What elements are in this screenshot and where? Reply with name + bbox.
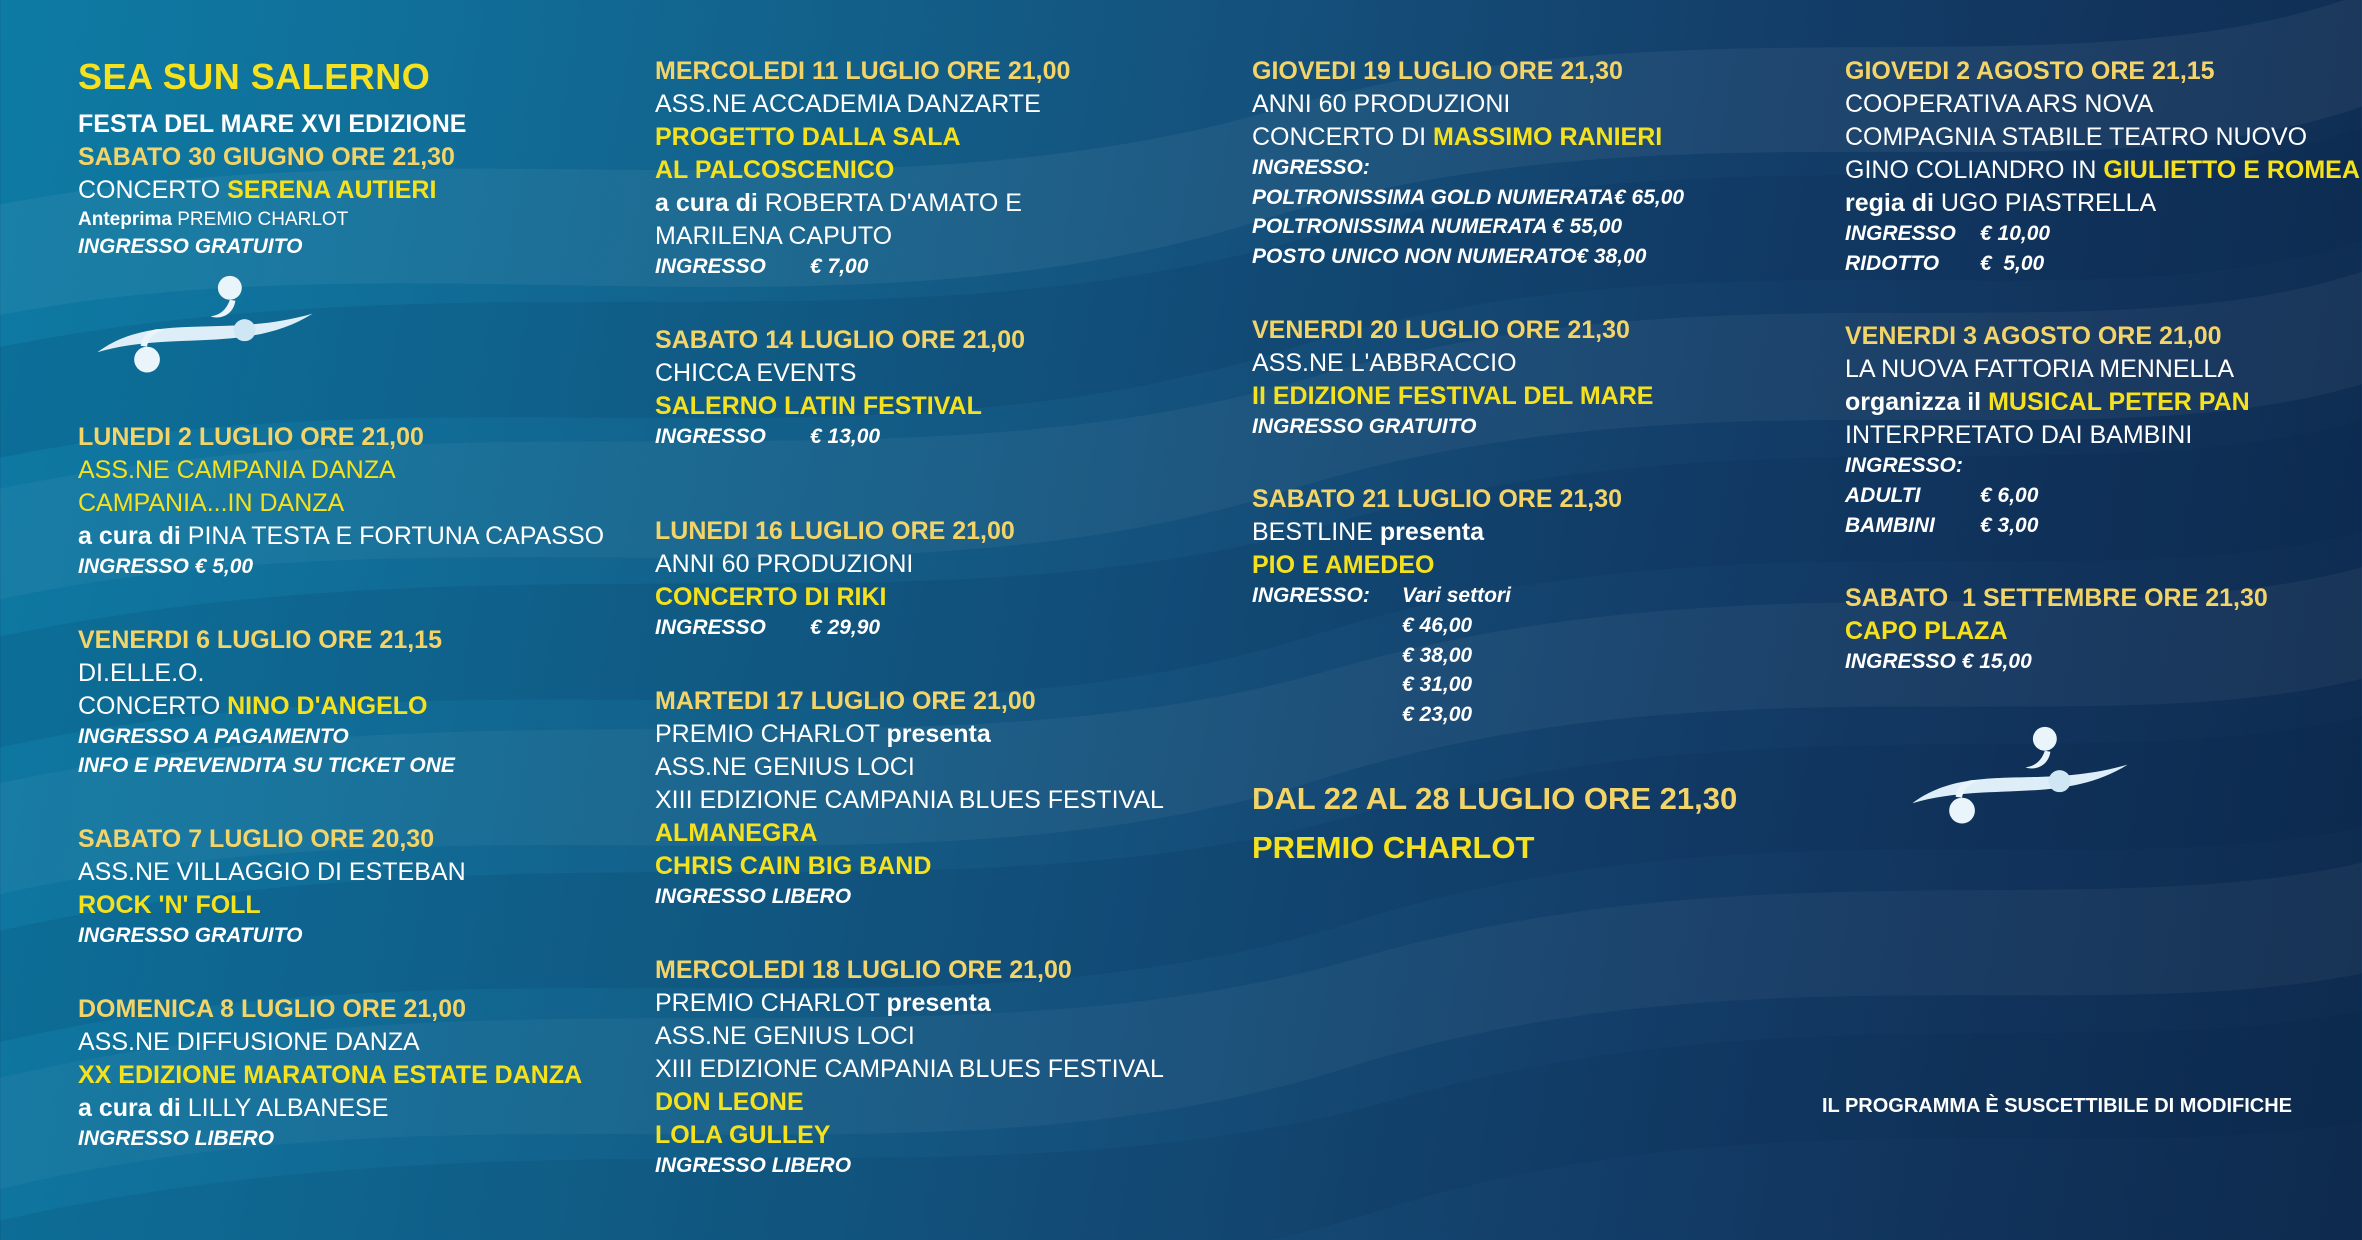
- text-line: ASS.NE VILLAGGIO DI ESTEBAN: [78, 858, 466, 887]
- text-line: LA NUOVA FATTORIA MENNELLA: [1845, 355, 2235, 384]
- text-line: FESTA DEL MARE XVI EDIZIONE: [78, 109, 467, 138]
- text-line: INGRESSO € 7,00: [655, 255, 869, 278]
- event-block: [1845, 585, 2362, 674]
- text-line: MERCOLEDI 18 LUGLIO ORE 21,00: [655, 955, 1072, 984]
- event-block: [655, 688, 1225, 909]
- text-line: GIOVEDI 19 LUGLIO ORE 21,30: [1252, 57, 1623, 85]
- text-line: INGRESSO GRATUITO: [1252, 414, 1477, 438]
- text-line: VENERDI 3 AGOSTO ORE 21,00: [1845, 322, 2222, 351]
- program-note: IL PROGRAMMA È SUSCETTIBILE DI MODIFICHE: [1821, 1095, 2292, 1117]
- text-line: PIO E AMEDEO: [1252, 551, 1435, 580]
- event-block: [1845, 58, 2362, 275]
- text-line: € 23,00: [1402, 703, 1473, 727]
- text-line: ANNI 60 PRODUZIONI: [655, 550, 914, 579]
- text-line: BESTLINE presenta: [1252, 518, 1485, 547]
- text-line: CAPO PLAZA: [1845, 617, 2008, 646]
- text-line: AL PALCOSCENICO: [655, 156, 895, 184]
- text-line: PREMIO CHARLOT presenta: [655, 988, 991, 1017]
- text-line: CHICCA EVENTS: [655, 358, 857, 387]
- text-line: INGRESSO € 15,00: [1845, 650, 2032, 674]
- text-line: CONCERTO SERENA AUTIERI: [78, 175, 437, 204]
- text-line: a cura di LILLY ALBANESE: [78, 1093, 389, 1122]
- text-line: MERCOLEDI 11 LUGLIO ORE 21,00: [655, 57, 1071, 85]
- program-column-4: [1845, 58, 2362, 835]
- text-line: POLTRONISSIMA NUMERATA € 55,00: [1252, 215, 1623, 239]
- text-line: LUNEDI 2 LUGLIO ORE 21,00: [78, 423, 424, 452]
- text-line: SABATO 14 LUGLIO ORE 21,00: [655, 325, 1026, 354]
- text-line: ASS.NE GENIUS LOCI: [655, 753, 915, 782]
- text-line: € 46,00: [1402, 614, 1473, 638]
- text-line: INGRESSO LIBERO: [655, 885, 852, 909]
- program-column-3: [1252, 58, 1822, 913]
- text-line: SABATO 7 LUGLIO ORE 20,30: [78, 825, 435, 854]
- text-line: ASS.NE DIFFUSIONE DANZA: [78, 1027, 420, 1056]
- text-line: ROCK 'N' FOLL: [78, 891, 261, 920]
- text-line: PROGETTO DALLA SALA: [655, 123, 961, 151]
- text-line: POSTO UNICO NON NUMERATO€ 38,00: [1252, 245, 1647, 269]
- text-line: LUNEDI 16 LUGLIO ORE 21,00: [655, 517, 1015, 546]
- text-line: organizza il MUSICAL PETER PAN: [1845, 388, 2250, 417]
- text-line: INGRESSO GRATUITO: [78, 235, 303, 259]
- text-line: ADULTI € 6,00: [1845, 484, 2039, 508]
- event-block: [655, 58, 1225, 279]
- text-line: ASS.NE L'ABBRACCIO: [1252, 348, 1517, 377]
- text-line: CAMPANIA...IN DANZA: [78, 489, 345, 518]
- text-line: BAMBINI € 3,00: [1845, 513, 2039, 537]
- text-line: SABATO 1 SETTEMBRE ORE 21,30: [1845, 584, 2268, 613]
- text-line: Anteprima PREMIO CHARLOT: [78, 208, 349, 230]
- text-line: DON LEONE: [655, 1087, 804, 1116]
- text-line: MARILENA CAPUTO: [655, 222, 893, 250]
- event-block: [1252, 486, 1822, 726]
- swimmer-wave-icon: [1905, 724, 2135, 830]
- text-line: SABATO 30 GIUGNO ORE 21,30: [78, 142, 455, 171]
- text-line: INGRESSO € 10,00: [1845, 222, 2051, 245]
- event-block: [78, 826, 608, 948]
- text-line: INGRESSO A PAGAMENTO: [78, 724, 349, 748]
- text-line: INGRESSO LIBERO: [655, 1153, 852, 1177]
- text-line: CHRIS CAIN BIG BAND: [655, 852, 932, 881]
- text-line: INTERPRETATO DAI BAMBINI: [1845, 421, 2193, 450]
- text-line: INFO E PREVENDITA SU TICKET ONE: [78, 754, 455, 778]
- text-line: POLTRONISSIMA GOLD NUMERATA€ 65,00: [1252, 185, 1685, 209]
- event-block: [1845, 323, 2362, 537]
- text-line: INGRESSO € 29,90: [655, 616, 881, 640]
- text-line: ANNI 60 PRODUZIONI: [1252, 90, 1511, 118]
- text-line: ASS.NE CAMPANIA DANZA: [78, 456, 396, 485]
- text-line: VENERDI 6 LUGLIO ORE 21,15: [78, 625, 442, 654]
- text-line: INGRESSO:: [1845, 454, 1963, 478]
- text-line: DOMENICA 8 LUGLIO ORE 21,00: [78, 994, 467, 1023]
- text-line: XIII EDIZIONE CAMPANIA BLUES FESTIVAL: [655, 786, 1164, 815]
- text-line: MARTEDI 17 LUGLIO ORE 21,00: [655, 687, 1036, 716]
- text-line: a cura di ROBERTA D'AMATO E: [655, 189, 1022, 217]
- event-block: [1252, 58, 1822, 269]
- wave-decoration: [1905, 724, 2362, 835]
- text-line: COOPERATIVA ARS NOVA: [1845, 90, 2154, 118]
- text-line: € 31,00: [1402, 673, 1473, 697]
- event-block: [655, 518, 1225, 640]
- event-block: [655, 957, 1225, 1178]
- event-block: [1252, 317, 1822, 439]
- text-line: INGRESSO: Vari settori: [1252, 584, 1511, 608]
- text-line: XIII EDIZIONE CAMPANIA BLUES FESTIVAL: [655, 1054, 1164, 1083]
- text-line: GINO COLIANDRO IN GIULIETTO E ROMEA: [1845, 156, 2360, 184]
- text-line: INGRESSO € 5,00: [78, 555, 254, 579]
- text-line: DAL 22 AL 28 LUGLIO ORE 21,30: [1252, 780, 1738, 816]
- event-block: [655, 327, 1225, 449]
- text-line: INGRESSO € 13,00: [655, 424, 881, 448]
- text-line: SABATO 21 LUGLIO ORE 21,30: [1252, 485, 1623, 514]
- text-line: a cura di PINA TESTA E FORTUNA CAPASSO: [78, 522, 605, 551]
- text-line: SEA SUN SALERNO: [78, 56, 431, 97]
- text-line: XX EDIZIONE MARATONA ESTATE DANZA: [78, 1060, 583, 1089]
- text-line: RIDOTTO € 5,00: [1845, 251, 2045, 275]
- text-line: DI.ELLE.O.: [78, 658, 205, 687]
- text-line: PREMIO CHARLOT presenta: [655, 720, 991, 749]
- event-block: [78, 58, 608, 259]
- text-line: VENERDI 20 LUGLIO ORE 21,30: [1252, 315, 1630, 344]
- text-line: LOLA GULLEY: [655, 1120, 831, 1149]
- text-line: INGRESSO LIBERO: [78, 1126, 275, 1150]
- wave-decoration: [90, 273, 608, 384]
- event-block: [78, 996, 608, 1151]
- text-line: ASS.NE ACCADEMIA DANZARTE: [655, 90, 1041, 118]
- text-line: ASS.NE GENIUS LOCI: [655, 1021, 915, 1050]
- text-line: II EDIZIONE FESTIVAL DEL MARE: [1252, 381, 1654, 410]
- text-line: SALERNO LATIN FESTIVAL: [655, 391, 982, 420]
- text-line: GIOVEDI 2 AGOSTO ORE 21,15: [1845, 57, 2215, 85]
- event-block: [78, 627, 608, 778]
- event-block: [1252, 782, 1822, 865]
- text-line: ALMANEGRA: [655, 819, 818, 848]
- text-line: CONCERTO DI RIKI: [655, 583, 887, 612]
- text-line: € 38,00: [1402, 643, 1473, 667]
- swimmer-wave-icon: [90, 273, 320, 379]
- text-line: CONCERTO NINO D'ANGELO: [78, 691, 428, 720]
- program-column-2: [655, 58, 1225, 1225]
- text-line: COMPAGNIA STABILE TEATRO NUOVO: [1845, 123, 2308, 151]
- text-line: PREMIO CHARLOT: [1252, 830, 1535, 866]
- program-column-1: [78, 58, 608, 1198]
- text-line: CONCERTO DI MASSIMO RANIERI: [1252, 123, 1663, 151]
- event-block: [78, 424, 608, 579]
- text-line: INGRESSO GRATUITO: [78, 924, 303, 948]
- text-line: INGRESSO:: [1252, 156, 1370, 179]
- text-line: regia di UGO PIASTRELLA: [1845, 189, 2157, 217]
